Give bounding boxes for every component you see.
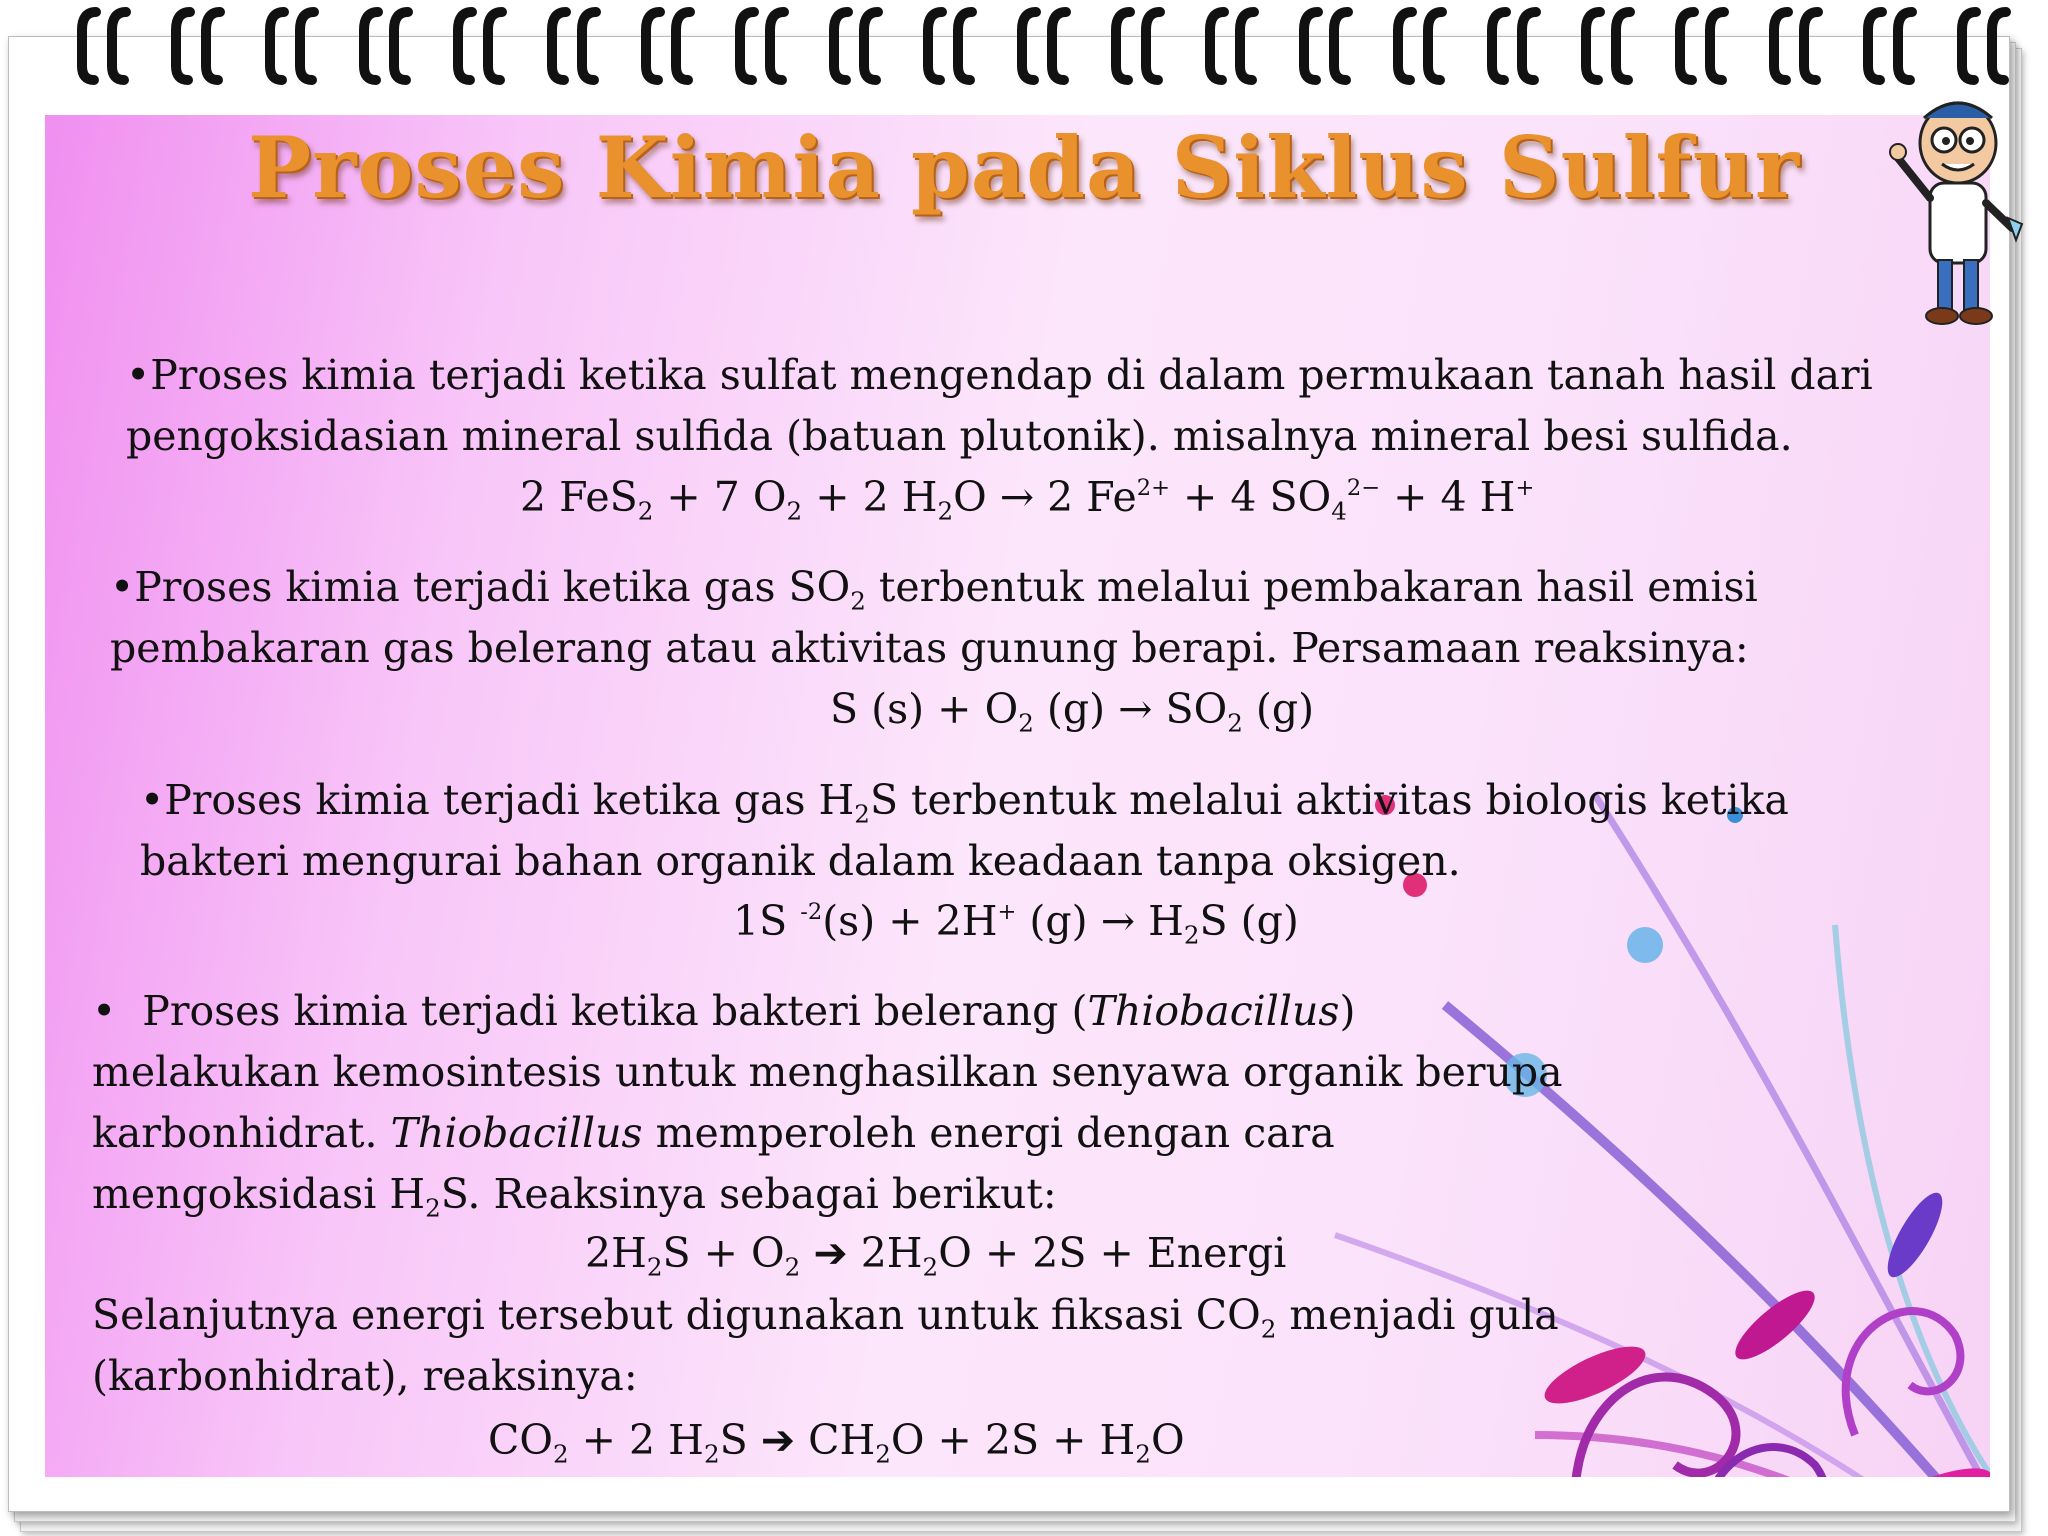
page-title: Proses Kimia pada Siklus Sulfur [247,118,1801,217]
equation-sulfur-combustion: S $(s) + O_2$ $(g) \to SO_2$ (g) [830,685,1315,738]
paragraph-sulfate-precipitation [126,345,2016,467]
paragraph-line: Proses kimia terjadi ketika sulfat mengendap di dalam permukaan tanah hasil dari [150,351,1873,399]
paragraph-line: bakteri mengurai bahan organik dalam keadaan tanpa oksigen. [140,837,1461,885]
bullet: • [140,776,165,824]
bullet: • [110,563,135,611]
paragraph-thiobacillus-chemosynthesis: • Proses kimia terjadi ketika bakteri belerang (Thiobacillus) melakukan kemosintesis untuk menghasilkan senyawa organik berupa karbonhidrat. Thiobacillus memperoleh energi dengan cara mengoksidasi $H_2S$. Reaksinya sebagai berikut: [92,987,1563,1223]
bullet: • [92,987,117,1035]
paragraph-h2s-formation: •Proses kimia terjadi ketika gas $H_2S$ terbentuk melalui aktivitas biologis ketika bakteri mengurai bahan organik dalam keadaan tanpa oksigen. [140,776,1789,885]
equation-co2-fixation: $CO_2 + 2$ $H_2S$ ➔ $CH_2O + 2S + H_2O$ [488,1416,1185,1469]
bullet: • [126,351,151,399]
equation-iron-sulfide-oxidation: 2 FeS$_2$ + 7 $O_2 + 2$ $H_2O \to 2$ $Fe^{2+} + 4$ $SO_4^{2-} + 4$ H+ [520,473,1535,526]
paragraph-so2-formation: •Proses kimia terjadi ketika gas $SO_2$ terbentuk melalui pembakaran hasil emisi pembakaran gas belerang atau aktivitas gunung berapi. Persamaan reaksinya: [110,563,1758,672]
paragraph-line: pembakaran gas belerang atau aktivitas gunung berapi. Persamaan reaksinya: [110,624,1749,672]
paragraph-co2-fixation: Selanjutnya energi tersebut digunakan untuk fiksasi $CO_2$ menjadi gula (karbonhidrat), reaksinya: [92,1291,1559,1400]
paragraph-line: pengoksidasian mineral sulfida (batuan plutonik). misalnya mineral besi sulfida. [126,412,1793,460]
equation-h2s-formation: 1S $^{-2}$(s) + 2H+ $(g) \to H_2S$ (g) [733,897,1299,950]
equation-h2s-oxidation: $2H_2S + O_2$ ➔ $2H_2O + 2S$ + Energi [585,1229,1287,1282]
